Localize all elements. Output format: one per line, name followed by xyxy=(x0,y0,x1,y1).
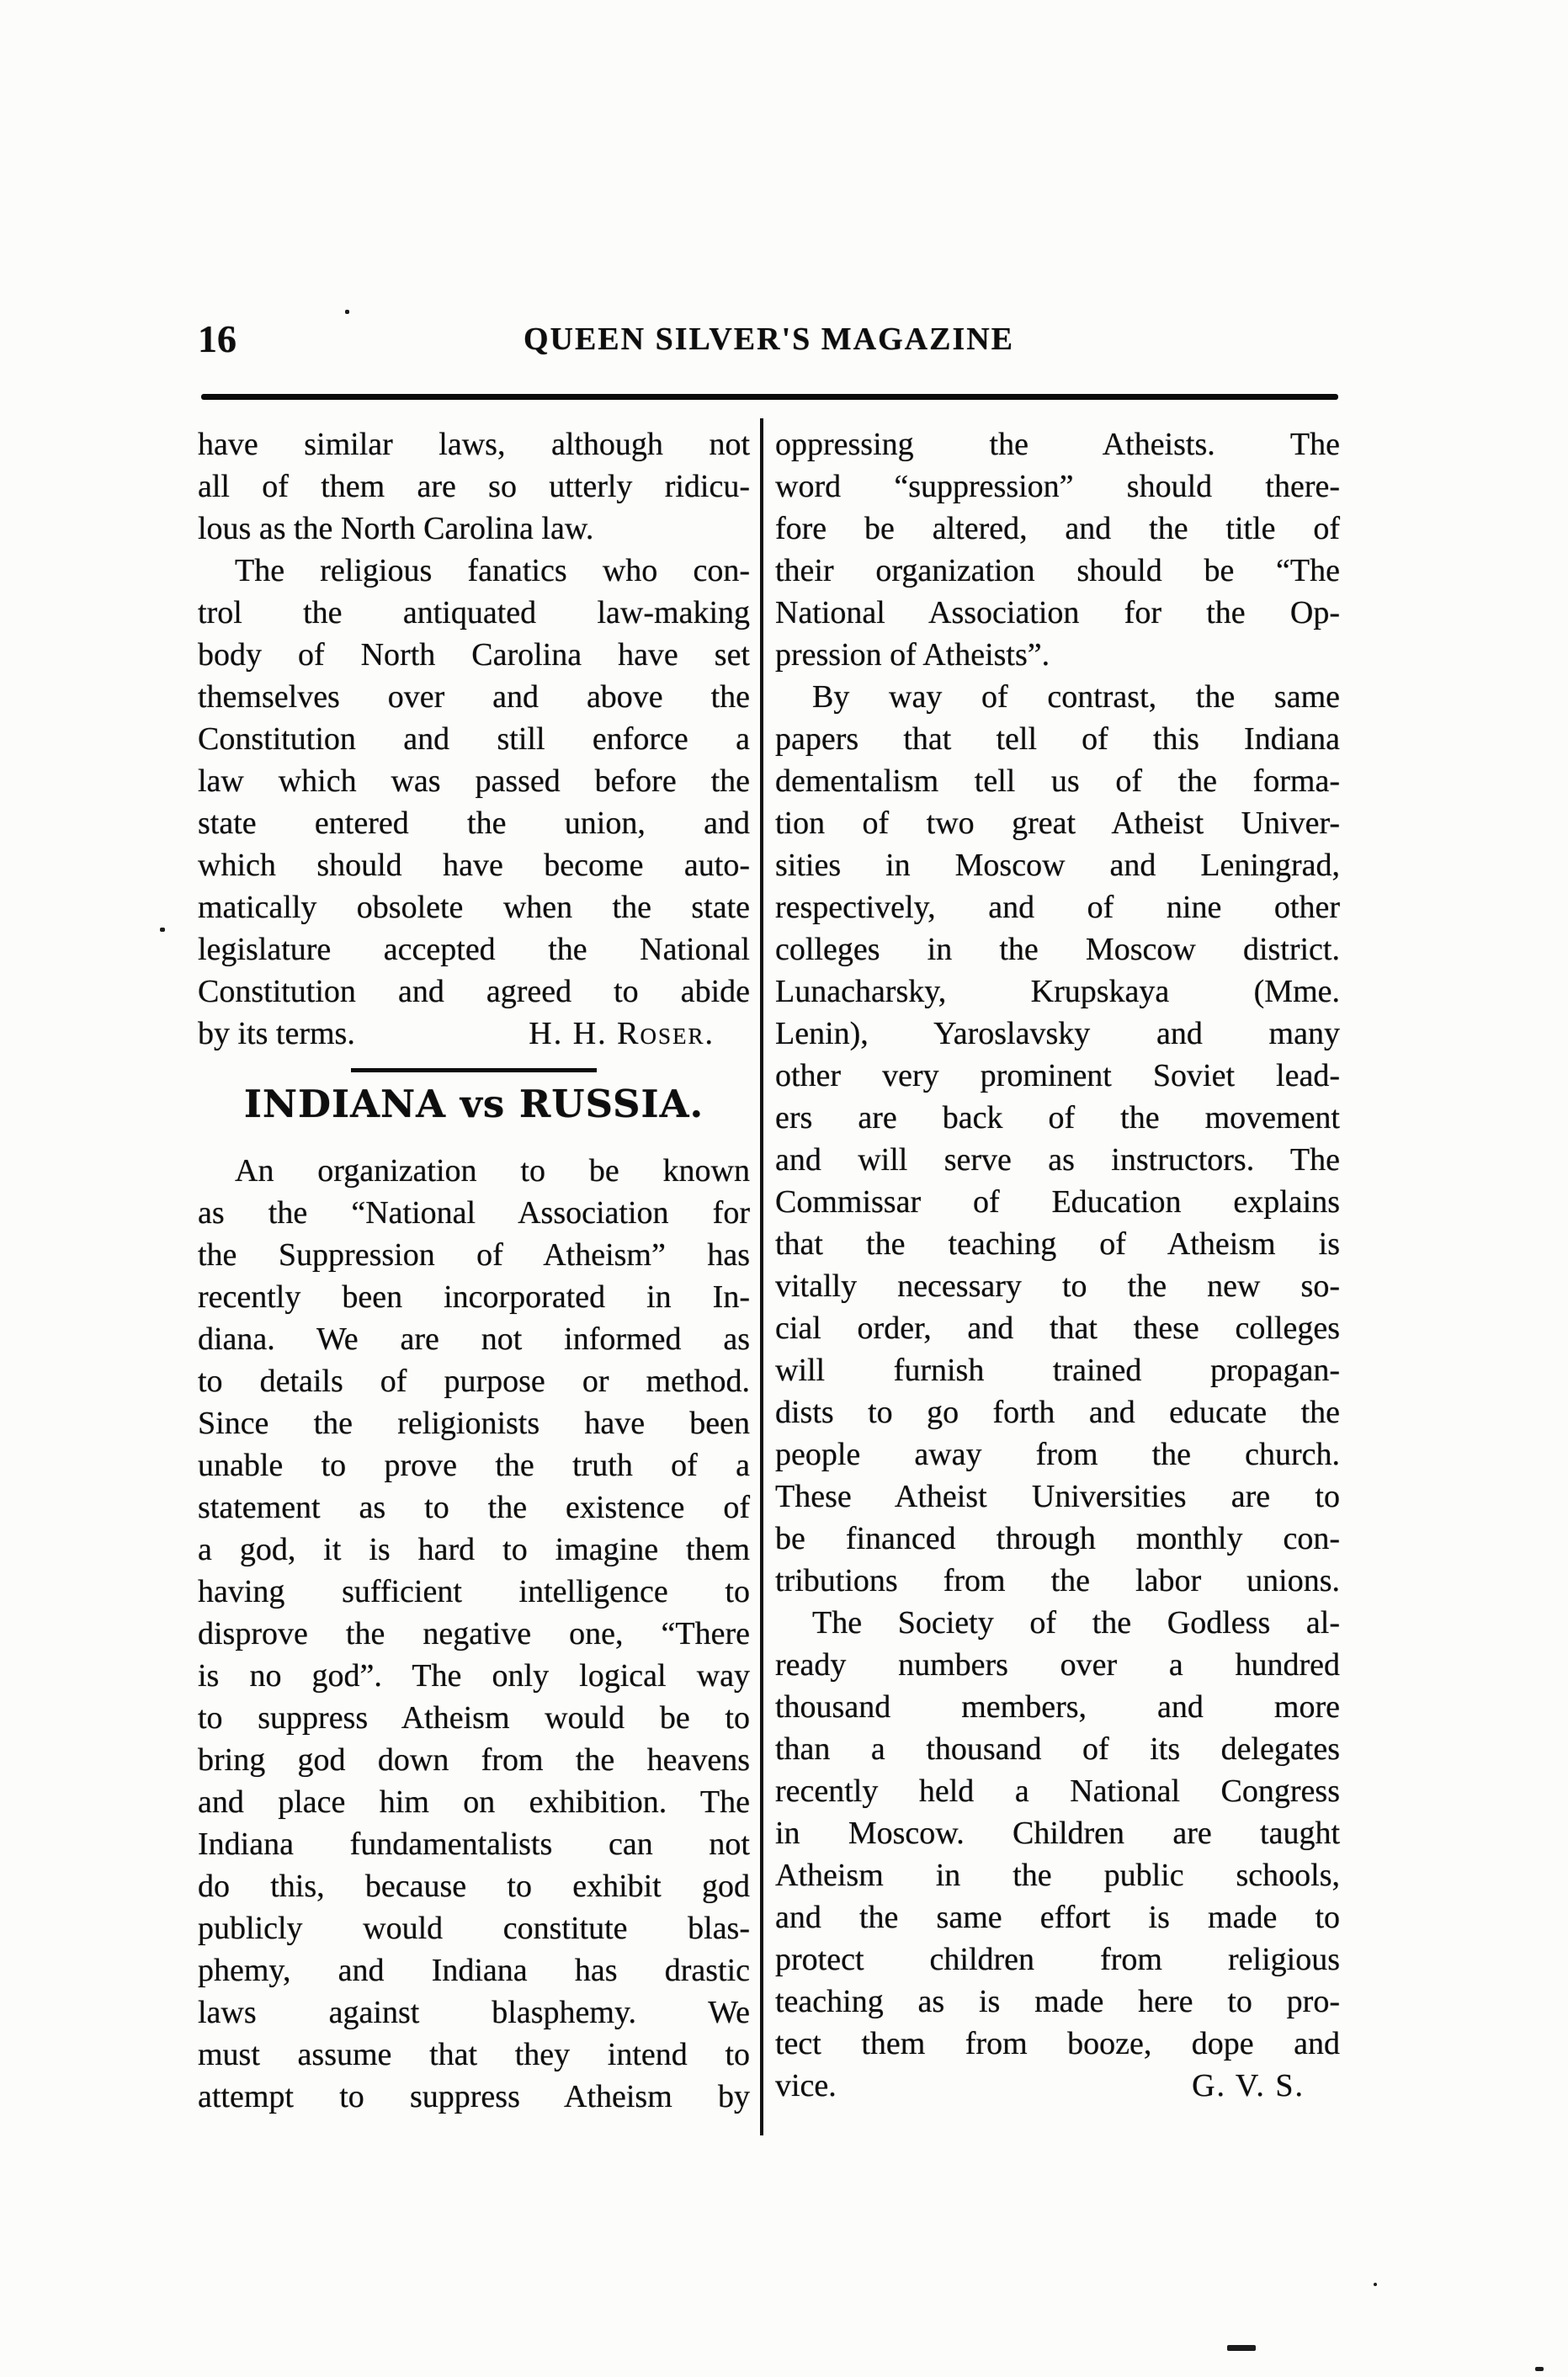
text-line: thousand members, and more xyxy=(775,1689,1340,1725)
text-line: Indiana fundamentalists can not xyxy=(198,1827,750,1862)
paragraph xyxy=(198,423,750,550)
text-line: state entered the union, and xyxy=(198,806,750,841)
text-line: Atheism in the public schools, xyxy=(775,1858,1340,1893)
text-line: ers are back of the movement xyxy=(775,1100,1340,1135)
text-line: The religious fanatics who con- xyxy=(235,553,750,588)
text-line: having sufficient intelligence to xyxy=(198,1574,750,1609)
text-line: body of North Carolina have set xyxy=(198,637,750,673)
text-line: By way of contrast, the same xyxy=(812,679,1340,715)
scan-speckle xyxy=(160,928,165,932)
text-line: dists to go forth and educate the xyxy=(775,1395,1340,1430)
paragraph xyxy=(775,1602,1340,2107)
signature-line-text: vice. xyxy=(775,2068,837,2103)
text-line: that the teaching of Atheism is xyxy=(775,1226,1340,1262)
text-line: Commissar of Education explains xyxy=(775,1184,1340,1220)
text-line: ready numbers over a hundred xyxy=(775,1647,1340,1683)
text-line: National Association for the Op- xyxy=(775,595,1340,630)
text-line: and place him on exhibition. The xyxy=(198,1784,750,1820)
text-line: other very prominent Soviet lead- xyxy=(775,1058,1340,1093)
text-line: which should have become auto- xyxy=(198,848,750,883)
text-line: These Atheist Universities are to xyxy=(775,1479,1340,1514)
section-rule xyxy=(351,1068,597,1072)
paragraph xyxy=(198,550,750,1055)
text-line: cial order, and that these colleges xyxy=(775,1311,1340,1346)
text-line: people away from the church. xyxy=(775,1437,1340,1472)
paragraph xyxy=(775,676,1340,1602)
text-line: must assume that they intend to xyxy=(198,2037,750,2072)
page-header xyxy=(198,316,1340,369)
scan-speckle xyxy=(1535,2367,1544,2371)
text-line: law which was passed before the xyxy=(198,763,750,799)
text-line: do this, because to exhibit god xyxy=(198,1869,750,1904)
text-line: legislature accepted the National xyxy=(198,932,750,967)
text-line: bring god down from the heavens xyxy=(198,1742,750,1778)
text-line: all of them are so utterly ridicu- xyxy=(198,469,750,504)
text-line: sities in Moscow and Leningrad, xyxy=(775,848,1340,883)
text-line: papers that tell of this Indiana xyxy=(775,721,1340,757)
signature-line xyxy=(775,2065,1340,2107)
paragraph xyxy=(775,423,1340,676)
text-line: a god, it is hard to imagine them xyxy=(198,1532,750,1567)
text-line: to suppress Atheism would be to xyxy=(198,1700,750,1736)
text-line: attempt to suppress Atheism by xyxy=(198,2079,750,2114)
text-line: tion of two great Atheist Univer- xyxy=(775,806,1340,841)
text-line: colleges in the Moscow district. xyxy=(775,932,1340,967)
text-line: vitally necessary to the new so- xyxy=(775,1268,1340,1304)
text-line: protect children from religious xyxy=(775,1942,1340,1977)
text-line: dementalism tell us of the forma- xyxy=(775,763,1340,799)
text-line: An organization to be known xyxy=(235,1153,750,1188)
scan-speckle xyxy=(1227,2345,1256,2351)
text-line: in Moscow. Children are taught xyxy=(775,1816,1340,1851)
text-line: respectively, and of nine other xyxy=(775,890,1340,925)
page-number: 16 xyxy=(198,317,237,360)
header-rule xyxy=(201,394,1338,400)
article-heading: INDIANA vs RUSSIA. xyxy=(243,1082,704,1126)
text-line: themselves over and above the xyxy=(198,679,750,715)
text-line: tributions from the labor unions. xyxy=(775,1563,1340,1598)
text-line: recently been incorporated in In- xyxy=(198,1279,750,1315)
left-column xyxy=(198,423,750,2118)
column-divider-rule xyxy=(760,418,763,2135)
text-line: trol the antiquated law-making xyxy=(198,595,750,630)
text-line: than a thousand of its delegates xyxy=(775,1731,1340,1767)
text-line: and the same effort is made to xyxy=(775,1900,1340,1935)
text-line: to details of purpose or method. xyxy=(198,1364,750,1399)
text-line: matically obsolete when the state xyxy=(198,890,750,925)
text-line: laws against blasphemy. We xyxy=(198,1995,750,2030)
text-line: phemy, and Indiana has drastic xyxy=(198,1953,750,1988)
signature-line-text: by its terms. xyxy=(198,1016,355,1051)
text-line: word “suppression” should there- xyxy=(775,469,1340,504)
scan-speckle xyxy=(1374,2283,1377,2286)
text-line: teaching as is made here to pro- xyxy=(775,1984,1340,2019)
text-line: disprove the negative one, “There xyxy=(198,1616,750,1651)
text-line: recently held a National Congress xyxy=(775,1773,1340,1809)
text-line: The Society of the Godless al- xyxy=(812,1605,1340,1641)
article-columns xyxy=(198,423,1340,2118)
text-line: diana. We are not informed as xyxy=(198,1321,750,1357)
text-line: the Suppression of Atheism” has xyxy=(198,1237,750,1273)
text-line: Constitution and still enforce a xyxy=(198,721,750,757)
text-line: fore be altered, and the title of xyxy=(775,511,1340,546)
text-line: oppressing the Atheists. The xyxy=(775,427,1340,462)
text-line: their organization should be “The xyxy=(775,553,1340,588)
text-line: Constitution and agreed to abide xyxy=(198,974,750,1009)
text-line: have similar laws, although not xyxy=(198,427,750,462)
text-line: publicly would constitute blas- xyxy=(198,1911,750,1946)
right-column xyxy=(775,423,1340,2118)
text-line: statement as to the existence of xyxy=(198,1490,750,1525)
text-line: Since the religionists have been xyxy=(198,1406,750,1441)
scan-speckle xyxy=(345,310,349,314)
text-line: and will serve as instructors. The xyxy=(775,1142,1340,1178)
magazine-title: QUEEN SILVER'S MAGAZINE xyxy=(523,322,1015,357)
text-line: tect them from booze, dope and xyxy=(775,2026,1340,2061)
text-line: Lenin), Yaroslavsky and many xyxy=(775,1016,1340,1051)
text-line: as the “National Association for xyxy=(198,1195,750,1231)
text-line: be financed through monthly con- xyxy=(775,1521,1340,1556)
text-line: Lunacharsky, Krupskaya (Mme. xyxy=(775,974,1340,1009)
text-line: will furnish trained propagan- xyxy=(775,1353,1340,1388)
author-signature: H. H. Roser. xyxy=(529,1016,715,1051)
author-signature: G. V. S. xyxy=(1192,2068,1305,2103)
text-line: lous as the North Carolina law. xyxy=(198,511,594,546)
text-line: is no god”. The only logical way xyxy=(198,1658,750,1694)
text-line: pression of Atheists”. xyxy=(775,637,1050,673)
text-line: unable to prove the truth of a xyxy=(198,1448,750,1483)
signature-line xyxy=(198,1013,750,1055)
paragraph xyxy=(198,1150,750,2118)
